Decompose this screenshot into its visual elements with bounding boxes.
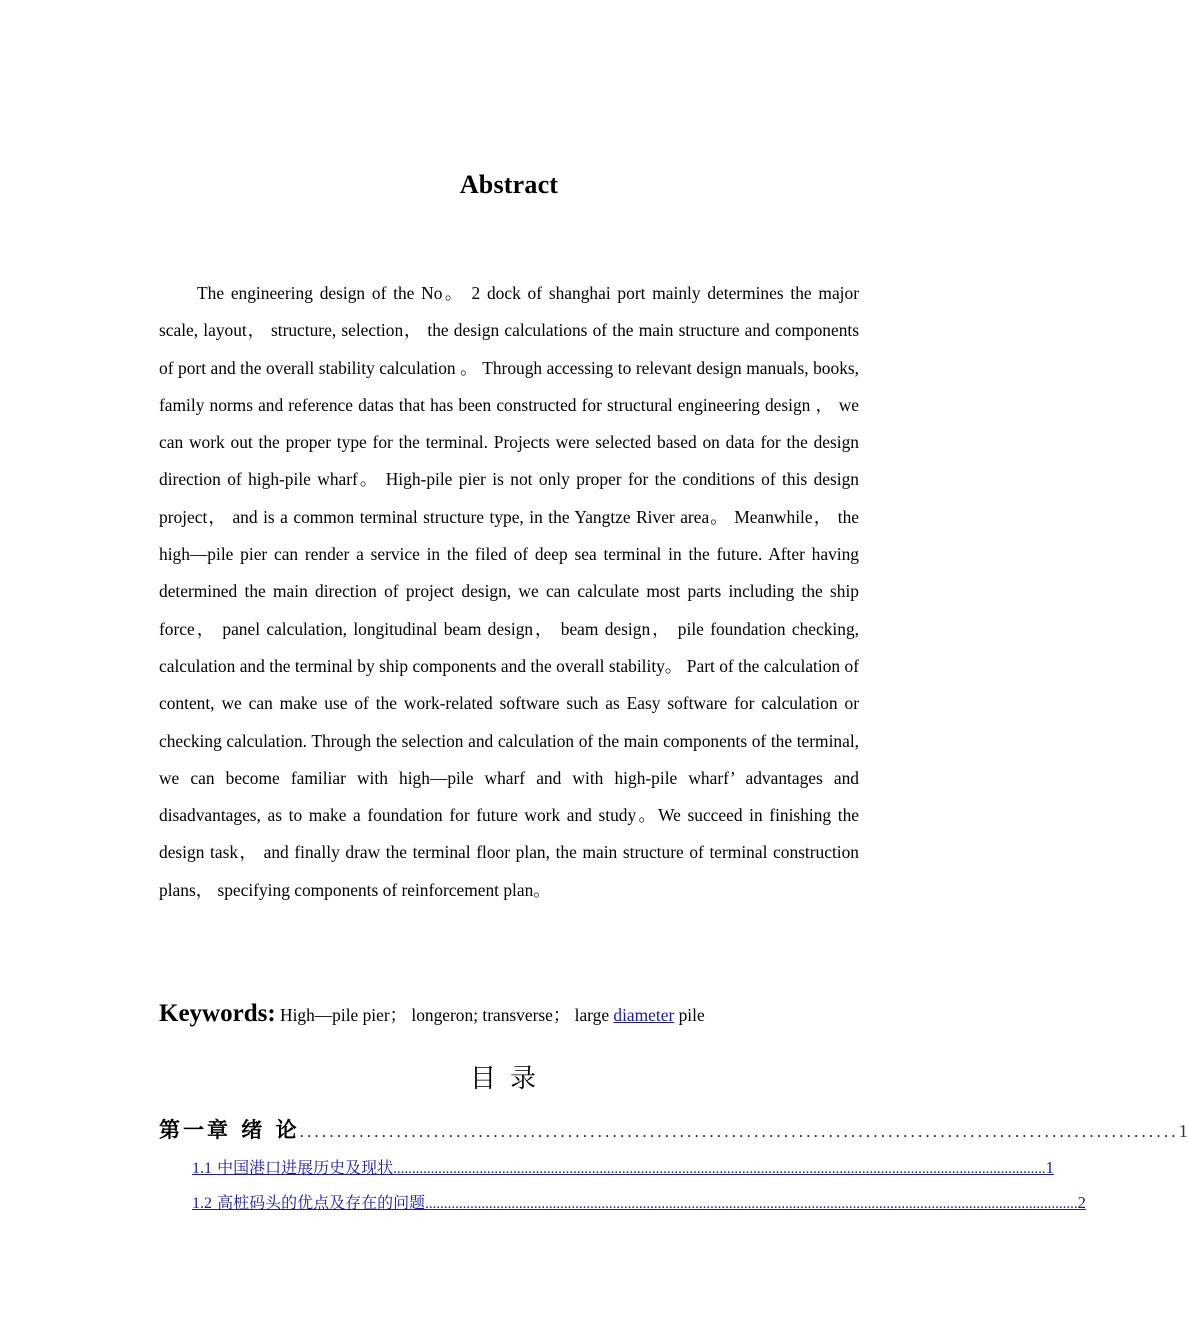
toc-section-number: 1.1 bbox=[192, 1160, 212, 1177]
keywords-text: High—pile pier； longeron; transverse； large bbox=[275, 1005, 614, 1025]
toc-section-link[interactable] bbox=[192, 1190, 1086, 1213]
toc-section-link[interactable] bbox=[192, 1155, 1054, 1178]
keywords-label: Keywords: bbox=[159, 1000, 276, 1027]
toc-chapter-page: 1 bbox=[1178, 1121, 1188, 1141]
toc-leader-dots: .............................................................................................................................................................................. bbox=[425, 1196, 1078, 1212]
abstract-paragraph: The engineering design of the No。 2 dock of shanghai port mainly determines the major scale, layout， structure, selection， the design calculations of the main structure and components of port and the overall stability calculation 。 Through accessing to relevant design manuals, books, family norms and reference datas that has been constructed for structural engineering design ， we can work out the proper type for the terminal. Projects were selected based on data for the design direction of high-pile wharf。 High-pile pier is not only proper for the conditions of this design project， and is a common terminal structure type, in the Yangtze River area。 Meanwhile， the high—pile pier can render a service in the filed of deep sea terminal in the future. After having determined the main direction of project design, we can calculate most parts including the ship force， panel calculation, longitudinal beam design， beam design， pile foundation checking, calculation and the terminal by ship components and the overall stability。 Part of the calculation of content, we can make use of the work-related software such as Easy software for calculation or checking calculation. Through the selection and calculation of the main components of the terminal, we can become familiar with high—pile wharf and with high-pile wharf’ advantages and disadvantages, as to make a foundation for future work and study。We succeed in finishing the design task， and finally draw the terminal floor plan, the main structure of terminal construction plans， specifying components of reinforcement plan。 bbox=[159, 283, 859, 900]
toc-leader-dots: ...................................................................................................................... bbox=[299, 1122, 1179, 1141]
toc-section-page: 2 bbox=[1077, 1193, 1086, 1212]
keyword-diameter-link[interactable]: diameter bbox=[613, 1005, 675, 1025]
abstract-heading: Abstract bbox=[459, 170, 559, 199]
toc-chapter-entry[interactable] bbox=[159, 1114, 1188, 1144]
toc-section-title: 高桩码头的优点及存在的问题 bbox=[217, 1193, 426, 1212]
toc-section-label bbox=[192, 1155, 393, 1178]
toc-section-number: 1.2 bbox=[192, 1195, 212, 1212]
toc-chapter-label: 第一章 绪 论 bbox=[159, 1118, 300, 1142]
toc-leader-dots: .............................................................................................................................................................................. bbox=[393, 1161, 1046, 1177]
toc-heading: 目录 bbox=[469, 1064, 550, 1094]
keywords-text-end: pile bbox=[674, 1005, 705, 1025]
toc-section-label bbox=[192, 1190, 425, 1213]
toc-section-title: 中国港口进展历史及现状 bbox=[217, 1158, 394, 1177]
toc-section-page: 1 bbox=[1045, 1158, 1054, 1177]
keywords-line bbox=[159, 996, 859, 1033]
